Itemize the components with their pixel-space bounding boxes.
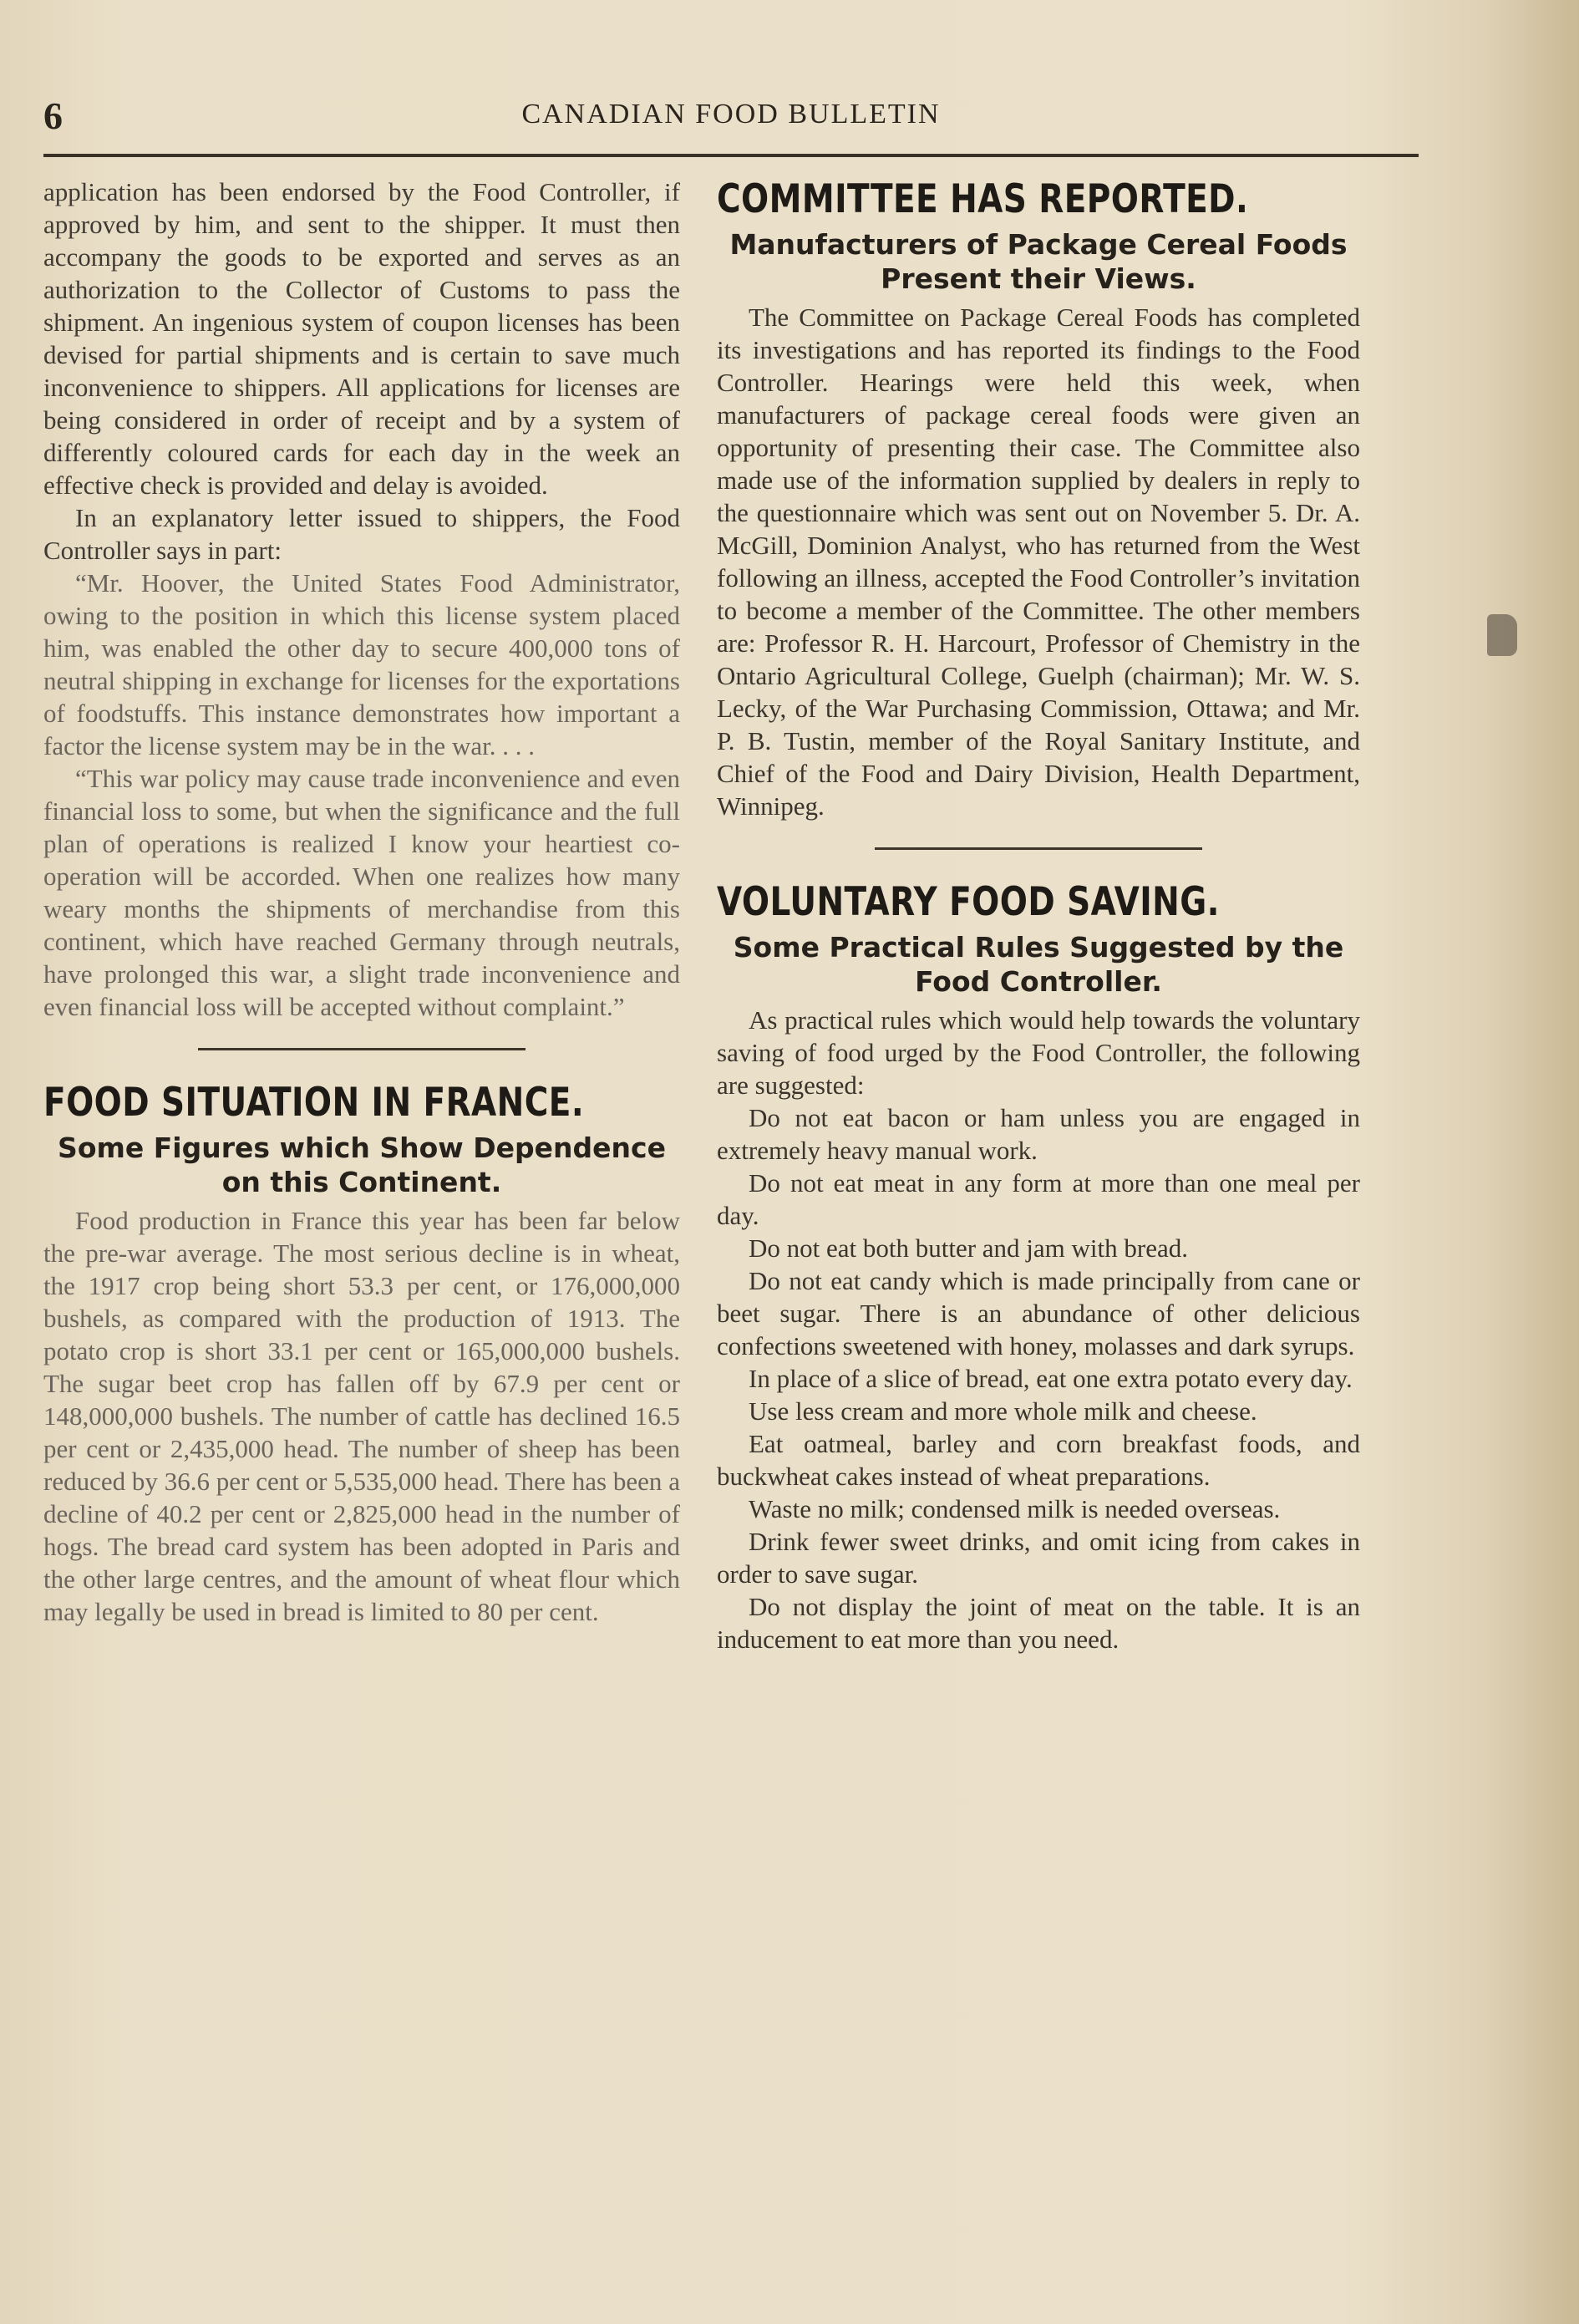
page-number: 6 — [43, 94, 63, 137]
france-headline: FOOD SITUATION IN FRANCE. — [43, 1080, 585, 1126]
rule-item: Do not eat meat in any form at more than one meal per day. — [717, 1168, 1360, 1230]
section-divider-right — [875, 847, 1202, 850]
rule-item: Waste no milk; condensed milk is needed overseas. — [749, 1494, 1281, 1523]
saving-intro: As practical rules which would help towards the voluntary saving of food urged by the Food Controller, the following are suggested: — [717, 1005, 1360, 1100]
running-title: CANADIAN FOOD BULLETIN — [521, 99, 941, 130]
saving-headline: VOLUNTARY FOOD SAVING. — [717, 879, 1220, 925]
page-header — [43, 94, 1419, 144]
rule-item: Do not eat bacon or ham unless you are engaged in extremely heavy manual work. — [717, 1103, 1360, 1165]
page-edge-stain — [1487, 614, 1517, 656]
rule-item: Drink fewer sweet drinks, and omit icing from cakes in order to save sugar. — [717, 1527, 1360, 1589]
saving-subhead: Some Practical Rules Suggested by the Food Controller. — [733, 931, 1344, 998]
rule-item: Do not display the joint of meat on the table. It is an inducement to eat more than you need. — [717, 1592, 1360, 1654]
committee-subhead: Manufacturers of Package Cereal Foods Present their Views. — [729, 228, 1348, 295]
left-column — [43, 175, 680, 1628]
france-paragraph: Food production in France this year has been far below the pre-war average. The most serious decline is in wheat, the 1917 crop being short 53.3 per cent, or 176,000,000 bushels, as compared with the production of 1913. The potato crop is short 33.1 per cent or 165,000,000 bushels. The sugar beet crop has fallen off by 67.9 per cent or 148,000,000 bushels. The number of cattle has declined 16.5 per cent or 2,435,000 head. The number of sheep has been reduced by 36.6 per cent or 5,535,000 head. There has been a decline of 40.2 per cent or 2,825,000 head in the number of hogs. The bread card system has been adopted in Paris and the other large centres, and the amount of wheat flour which may legally be used in bread is limited to 80 per cent. — [43, 1206, 680, 1626]
france-subhead: Some Figures which Show Dependence on this Continent. — [58, 1131, 666, 1198]
hoover-quote-paragraph-2: “This war policy may cause trade inconvenience and even financial loss to some, but when the significance and the full plan of operations is realized I know your heartiest co-operation will be accorded. When one realizes how many weary months the shipments of merchandise from this continent, which have reached Germany through neutrals, have prolonged this war, a slight trade inconvenience and even financial loss will be accepted without complaint.” — [43, 764, 680, 1021]
rule-item: In place of a slice of bread, eat one extra potato every day. — [749, 1364, 1353, 1393]
committee-paragraph: The Committee on Package Cereal Foods has completed its investigations and has reported its findings to the Food Controller. Hearings were held this week, when manufacturers of package cereal foods were given an opportunity of presenting their case. The Committee also made use of the information supplied by dealers in reply to the questionnaire which was sent out on November 5. Dr. A. McGill, Dominion Analyst, who has returned from the West following an illness, accepted the Food Controller’s invitation to become a member of the Committee. The other members are: Professor R. H. Harcourt, Professor of Chemistry in the Ontario Agricultural College, Guelph (chairman); Mr. W. S. Lecky, of the War Purchasing Commission, Ottawa; and Mr. P. B. Tustin, member of the Royal Sanitary Institute, and Chief of the Food and Dairy Division, Health Department, Winnipeg. — [717, 303, 1360, 821]
header-rule — [43, 154, 1419, 157]
licence-paragraph-2: In an explanatory letter issued to shippers, the Food Controller says in part: — [43, 503, 680, 565]
rule-item: Eat oatmeal, barley and corn breakfast foods, and buckwheat cakes instead of wheat preparations. — [717, 1429, 1360, 1491]
section-divider-left — [198, 1048, 525, 1050]
hoover-quote-paragraph-1: “Mr. Hoover, the United States Food Administrator, owing to the position in which this license system placed him, was enabled the other day to secure 400,000 tons of neutral shipping in exchange for licenses for the exportations of foodstuffs. This instance demonstrates how important a factor the license system may be in the war. . . . — [43, 568, 680, 760]
rule-item: Do not eat both butter and jam with bread. — [749, 1233, 1189, 1263]
right-column — [717, 175, 1360, 1655]
licence-paragraph-1: application has been endorsed by the Food Controller, if approved by him, and sent to the shipper. It must then accompany the goods to be exported and serves as an authorization to the Collector of Customs to pass the shipment. An ingenious system of coupon licenses has been devised for partial shipments and is certain to save much inconvenience to shippers. All applications for licenses are being considered in order of receipt and by a system of differently coloured cards for each day in the week an effective check is provided and delay is avoided. — [43, 177, 680, 500]
committee-headline: COMMITTEE HAS REPORTED. — [717, 176, 1249, 222]
rule-item: Do not eat candy which is made principally from cane or beet sugar. There is an abundance of other delicious confections sweetened with honey, molasses and dark syrups. — [717, 1266, 1360, 1360]
rule-item: Use less cream and more whole milk and cheese. — [749, 1396, 1257, 1426]
